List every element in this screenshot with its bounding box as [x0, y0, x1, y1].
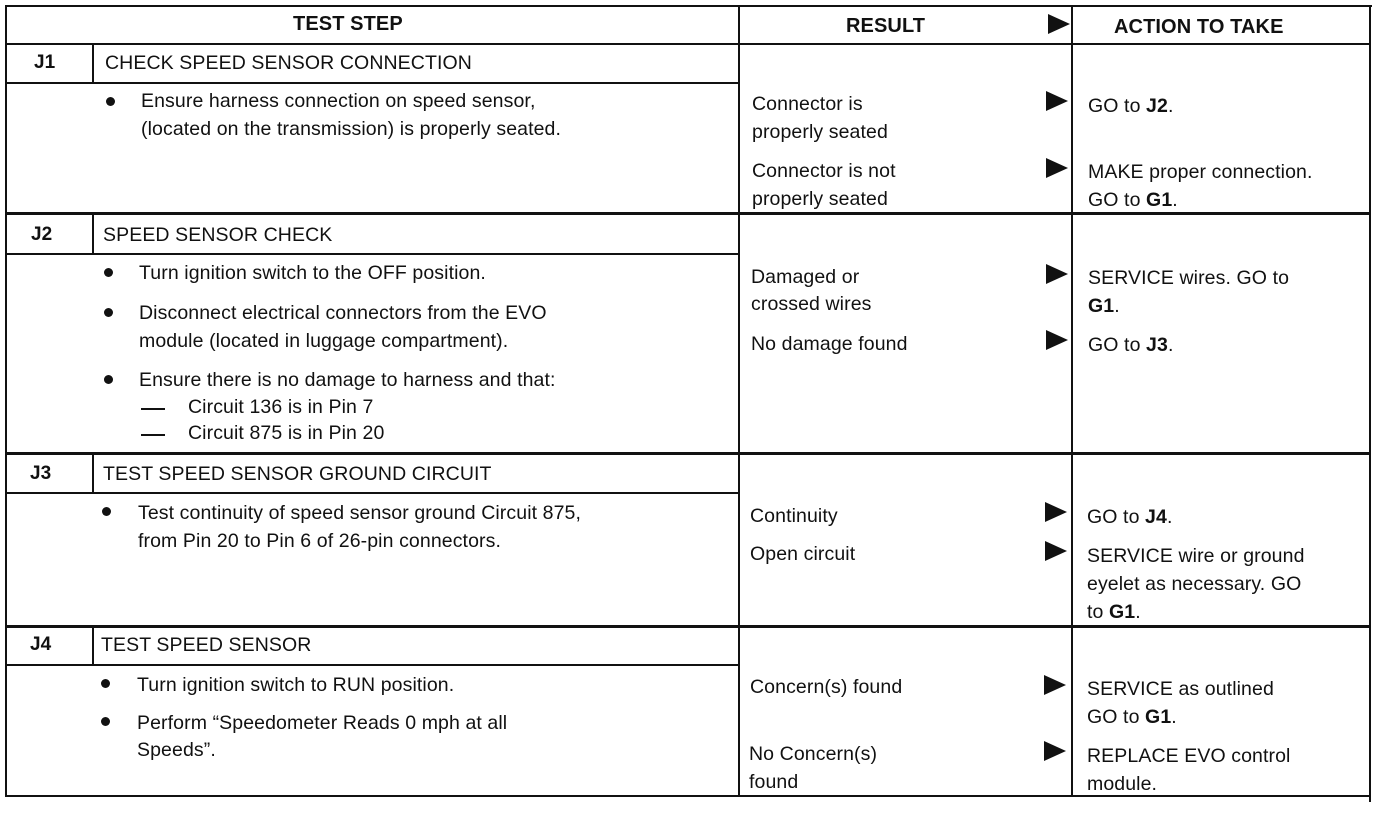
result-text: No damage found [751, 333, 908, 355]
action-text: REPLACE EVO control [1087, 745, 1291, 767]
result-text: Continuity [750, 505, 838, 527]
table-border-top [6, 5, 1372, 7]
header-underline [5, 43, 1371, 45]
step-text: Ensure there is no damage to harness and that: [139, 369, 556, 391]
step-id-j2: J2 [31, 224, 53, 245]
j2-id-divider [92, 213, 94, 254]
bullet-icon [104, 375, 113, 384]
step-title-j1: CHECK SPEED SENSOR CONNECTION [105, 52, 472, 74]
table-border-bottom [5, 795, 1371, 797]
step-text: from Pin 20 to Pin 6 of 26-pin connectors. [138, 530, 501, 552]
action-text: G1. [1088, 295, 1120, 317]
arrow-icon [1045, 541, 1067, 561]
j3-title-underline [5, 492, 740, 494]
header-action: ACTION TO TAKE [1114, 16, 1284, 38]
j1-title-underline [5, 82, 740, 84]
step-text: Circuit 136 is in Pin 7 [188, 396, 374, 418]
action-text: GO to J3. [1088, 334, 1174, 356]
step-text: Ensure harness connection on speed sensor, [141, 90, 536, 112]
result-text: Concern(s) found [750, 676, 903, 698]
arrow-icon [1044, 741, 1066, 761]
bullet-icon [104, 308, 113, 317]
j3-id-divider [92, 453, 94, 493]
step-title-j4: TEST SPEED SENSOR [101, 634, 312, 656]
j2-title-underline [5, 253, 740, 255]
result-text: Open circuit [750, 543, 856, 565]
arrow-icon [1044, 675, 1066, 695]
action-text: SERVICE as outlined [1087, 678, 1274, 700]
step-text: Perform “Speedometer Reads 0 mph at all [137, 712, 508, 734]
column-divider-action [1071, 5, 1073, 797]
header-arrow-icon [1048, 14, 1070, 34]
action-text: MAKE proper connection. [1088, 161, 1313, 183]
header-test-step: TEST STEP [293, 13, 403, 35]
step-text: Circuit 875 is in Pin 20 [188, 422, 385, 444]
step-text: Test continuity of speed sensor ground Circuit 875, [138, 502, 582, 524]
bullet-icon [102, 507, 111, 516]
result-text: Damaged or [751, 266, 860, 288]
result-text: found [749, 771, 799, 793]
action-text: to G1. [1087, 601, 1141, 623]
action-text: GO to J4. [1087, 506, 1173, 528]
action-text: eyelet as necessary. GO [1087, 573, 1302, 595]
action-text: SERVICE wires. GO to [1088, 267, 1290, 289]
j4-id-divider [92, 626, 94, 666]
step-text: Disconnect electrical connectors from the EVO [139, 302, 547, 324]
bullet-icon [106, 97, 115, 106]
j1-id-divider [92, 43, 94, 83]
arrow-icon [1046, 158, 1068, 178]
result-text: crossed wires [751, 293, 872, 315]
step-text: (located on the transmission) is properly seated. [141, 118, 562, 140]
result-text: No Concern(s) [749, 743, 878, 765]
arrow-icon [1046, 91, 1068, 111]
step-text: Speeds”. [137, 739, 216, 761]
step-text: Turn ignition switch to RUN position. [137, 674, 455, 696]
column-divider-result [738, 5, 740, 797]
step-id-j4: J4 [30, 634, 52, 655]
action-text: module. [1087, 773, 1158, 795]
arrow-icon [1046, 330, 1068, 350]
table-border-right [1369, 5, 1371, 802]
step-text: Turn ignition switch to the OFF position. [139, 262, 486, 284]
bullet-icon [101, 679, 110, 688]
result-text: properly seated [752, 121, 888, 143]
table-border-left [5, 5, 7, 797]
action-text: GO to G1. [1087, 706, 1177, 728]
step-text: module (located in luggage compartment). [139, 330, 509, 352]
row-divider-j2-j3 [5, 452, 1371, 455]
dash-icon [141, 434, 165, 436]
j4-title-underline [5, 664, 740, 666]
arrow-icon [1046, 264, 1068, 284]
action-text: SERVICE wire or ground [1087, 545, 1305, 567]
action-text: GO to G1. [1088, 189, 1178, 211]
arrow-icon [1045, 502, 1067, 522]
result-text: Connector is [752, 93, 863, 115]
result-text: Connector is not [752, 160, 896, 182]
bullet-icon [104, 268, 113, 277]
step-id-j3: J3 [30, 463, 52, 484]
row-divider-j3-j4 [5, 625, 1371, 628]
step-title-j2: SPEED SENSOR CHECK [103, 224, 333, 246]
bullet-icon [101, 717, 110, 726]
dash-icon [141, 408, 165, 410]
step-id-j1: J1 [34, 52, 56, 73]
header-result: RESULT [846, 15, 926, 37]
step-title-j3: TEST SPEED SENSOR GROUND CIRCUIT [103, 463, 492, 485]
result-text: properly seated [752, 188, 888, 210]
action-text: GO to J2. [1088, 95, 1174, 117]
